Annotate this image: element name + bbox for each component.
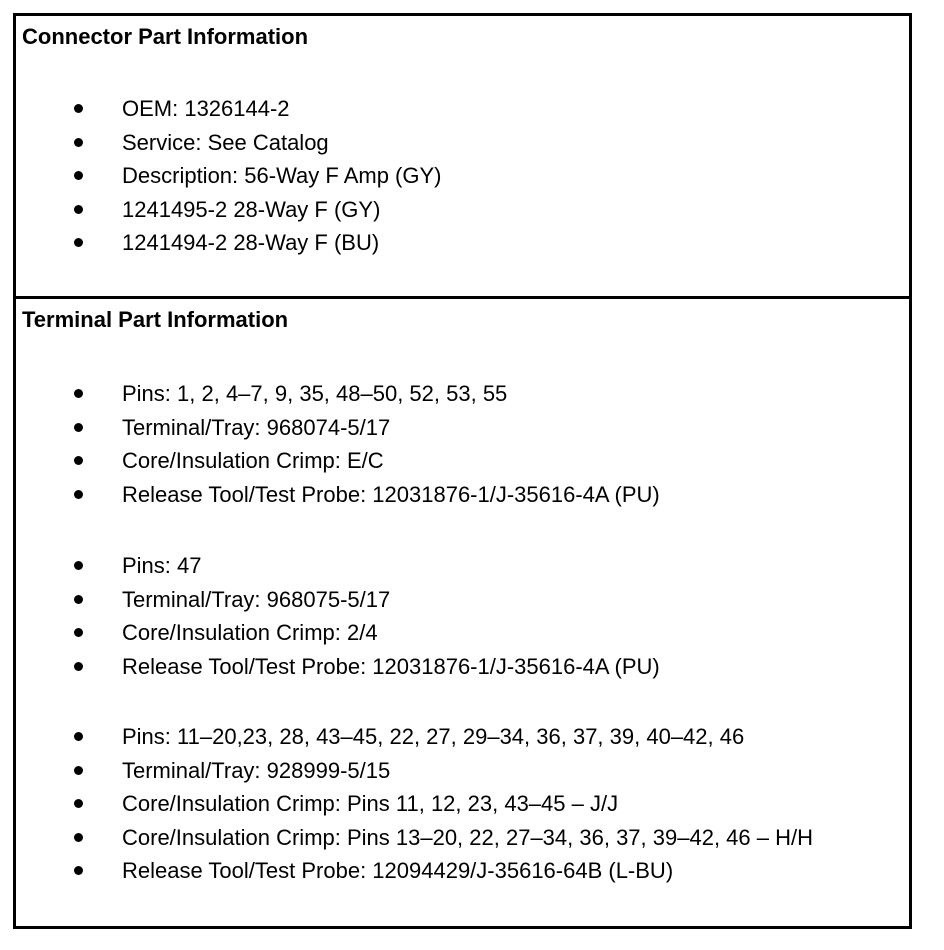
list-item: Pins: 47 [16,549,909,583]
bullet-icon [74,799,83,808]
terminal-group-3 [16,720,909,888]
bullet-icon [74,138,83,147]
bullet-icon [74,389,83,398]
bullet-icon [74,662,83,671]
bullet-icon [74,766,83,775]
list-item: Core/Insulation Crimp: Pins 13–20, 22, 27–34, 36, 37, 39–42, 46 – H/H [16,821,909,855]
connector-section [16,16,909,299]
bullet-icon [74,238,83,247]
list-item: OEM: 1326144-2 [16,92,909,126]
bullet-icon [74,732,83,741]
bullet-icon [74,833,83,842]
bullet-icon [74,628,83,637]
list-item: Pins: 11–20,23, 28, 43–45, 22, 27, 29–34, 36, 37, 39, 40–42, 46 [16,720,909,754]
list-item: Service: See Catalog [16,126,909,160]
list-item: 1241494-2 28-Way F (BU) [16,226,909,260]
terminal-group-1 [16,377,909,511]
list-item: 1241495-2 28-Way F (GY) [16,193,909,227]
list-item: Core/Insulation Crimp: Pins 11, 12, 23, 43–45 – J/J [16,787,909,821]
bullet-icon [74,595,83,604]
bullet-icon [74,456,83,465]
list-item: Core/Insulation Crimp: E/C [16,444,909,478]
list-item: Description: 56-Way F Amp (GY) [16,159,909,193]
list-item: Core/Insulation Crimp: 2/4 [16,616,909,650]
bullet-icon [74,423,83,432]
part-info-table [13,13,912,929]
terminal-group-2 [16,549,909,683]
list-item: Terminal/Tray: 968074-5/17 [16,411,909,445]
list-item: Release Tool/Test Probe: 12094429/J-35616-64B (L-BU) [16,854,909,888]
list-item: Pins: 1, 2, 4–7, 9, 35, 48–50, 52, 53, 55 [16,377,909,411]
bullet-icon [74,104,83,113]
bullet-icon [74,171,83,180]
list-item: Terminal/Tray: 968075-5/17 [16,583,909,617]
connector-section-title: Connector Part Information [22,24,309,49]
list-item: Terminal/Tray: 928999-5/15 [16,754,909,788]
bullet-icon [74,561,83,570]
connector-list [16,92,909,260]
list-item: Release Tool/Test Probe: 12031876-1/J-35616-4A (PU) [16,650,909,684]
bullet-icon [74,490,83,499]
bullet-icon [74,205,83,214]
terminal-section-title: Terminal Part Information [22,307,289,332]
list-item: Release Tool/Test Probe: 12031876-1/J-35616-4A (PU) [16,478,909,512]
terminal-section [16,299,909,926]
bullet-icon [74,866,83,875]
